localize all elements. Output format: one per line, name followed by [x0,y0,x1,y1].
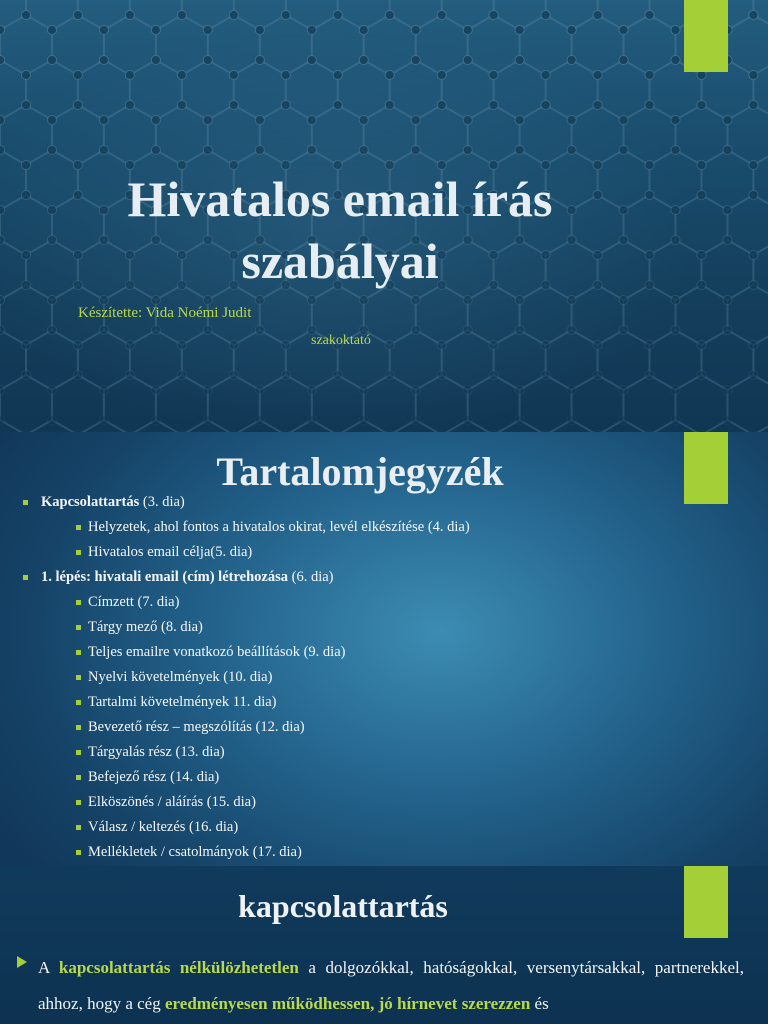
square-bullet-icon [76,700,81,705]
toc-item-text: Tartalmi követelmények 11. dia) [88,694,277,710]
square-bullet-icon [76,800,81,805]
square-bullet-icon [76,650,81,655]
paragraph-text: a dolgozókkal, hatóságokkal, versenytársakkal, partnerekkel, ahhoz, hogy a cég [38,958,744,1013]
toc-item-text: Tárgyalás rész (13. dia) [88,744,225,760]
title-line-2: szabályai [241,233,439,289]
author-role: szakoktató [311,333,371,348]
accent-bar [684,866,728,938]
paragraph-text: A [38,958,59,977]
toc-item [0,540,700,565]
toc-item-bold: 1. lépés: hivatali email (cím) létrehozása [41,569,288,585]
toc-item [0,565,700,590]
square-bullet-icon [76,850,81,855]
title-line-1: Hivatalos email írás [127,171,553,227]
toc-item [0,615,700,640]
contact-heading: kapcsolattartás [238,888,448,924]
toc-item [0,765,700,790]
square-bullet-icon [76,825,81,830]
square-bullet-icon [23,500,28,505]
toc-item [0,490,700,515]
square-bullet-icon [76,725,81,730]
square-bullet-icon [76,550,81,555]
toc-item-text: Nyelvi követelmények (10. dia) [88,669,273,685]
toc-item-text: Címzett (7. dia) [88,594,180,610]
toc-item-text: Hivatalos email célja(5. dia) [88,544,253,560]
square-bullet-icon [76,525,81,530]
toc-item [0,640,700,665]
toc-item [0,515,700,540]
toc-item-text: Teljes emailre vonatkozó beállítások (9. dia) [88,644,346,660]
highlighted-text: eredményesen működhessen, jó hírnevet szerezzen [164,994,531,1013]
toc-item [0,815,700,840]
toc-item [0,665,700,690]
toc-item-text: Helyzetek, ahol fontos a hivatalos okirat, levél elkészítése (4. dia) [88,519,470,535]
toc-slide [0,432,768,866]
toc-item [0,790,700,815]
square-bullet-icon [76,675,81,680]
toc-item [0,590,700,615]
square-bullet-icon [23,575,28,580]
toc-item [0,740,700,765]
toc-item-text: Bevezető rész – megszólítás (12. dia) [88,719,305,735]
toc-item-text: Tárgy mező (8. dia) [88,619,203,635]
author-line: Készítette: Vida Noémi Judit [78,305,252,321]
toc-list [0,490,700,865]
arrow-bullet-icon [17,956,27,968]
toc-item-text: (3. dia) [139,494,185,510]
toc-item-text: Válasz / keltezés (16. dia) [88,819,239,835]
presentation-title [40,168,640,292]
highlighted-text: kapcsolattartás nélkülözhetetlen [58,958,299,977]
toc-item [0,690,700,715]
contact-paragraph [38,950,744,1022]
square-bullet-icon [76,750,81,755]
toc-item-text: Mellékletek / csatolmányok (17. dia) [88,844,302,860]
square-bullet-icon [76,600,81,605]
toc-item-text: Elköszönés / aláírás (15. dia) [88,794,256,810]
toc-item [0,715,700,740]
toc-heading: Tartalomjegyzék [216,449,504,494]
toc-item-bold: Kapcsolattartás [41,494,140,510]
contact-slide [0,866,768,1024]
toc-item-text: Befejező rész (14. dia) [88,769,220,785]
square-bullet-icon [76,625,81,630]
toc-item-text: (6. dia) [287,569,334,585]
paragraph-text: és [530,994,549,1013]
toc-item [0,840,700,865]
square-bullet-icon [76,775,81,780]
title-slide [0,0,768,432]
accent-bar [684,0,728,72]
